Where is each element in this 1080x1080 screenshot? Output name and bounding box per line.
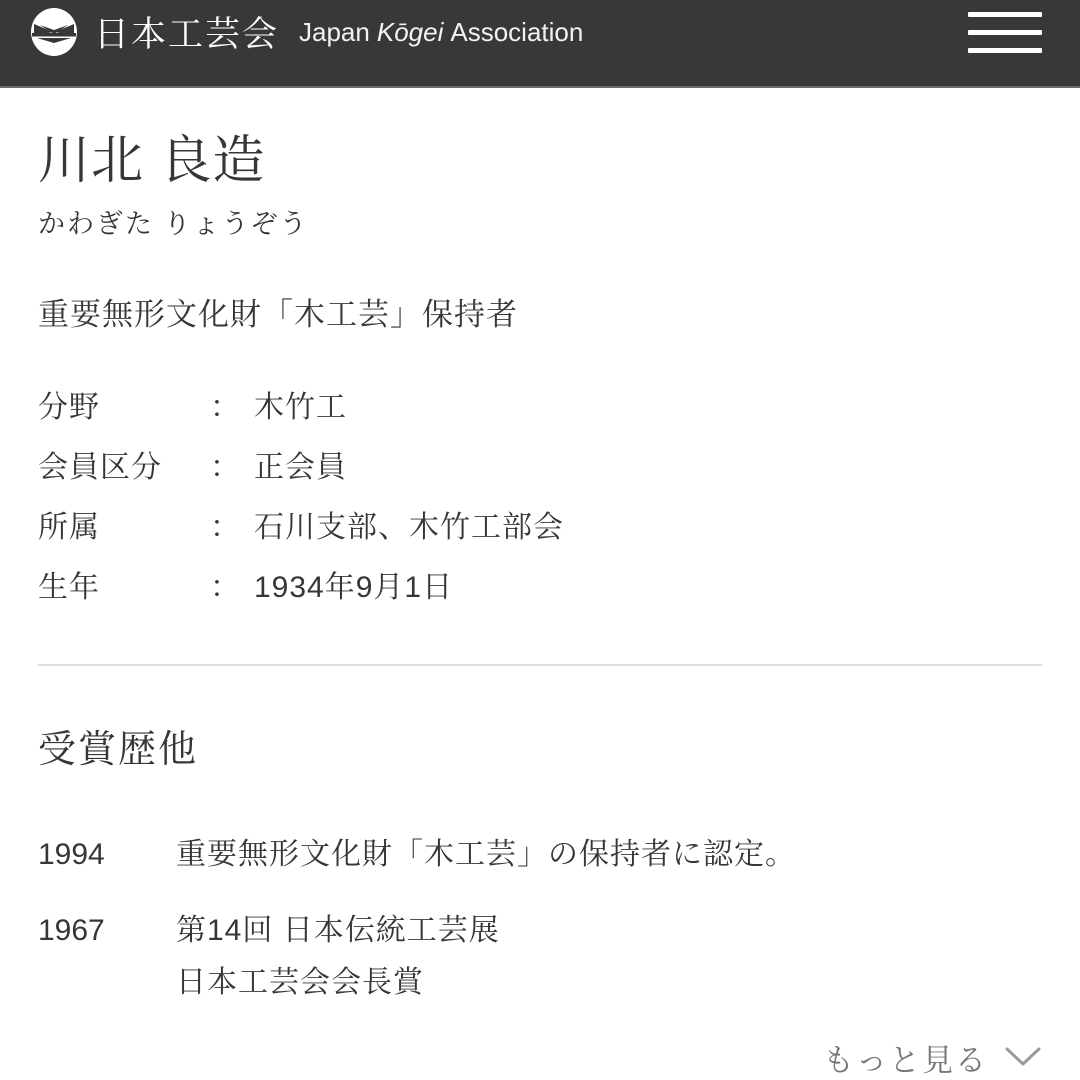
- field-label: 会員区分: [38, 450, 162, 484]
- chevron-down-icon: [1004, 1045, 1042, 1069]
- show-more-label: もっと見る: [823, 1042, 988, 1078]
- award-item: [38, 829, 1042, 881]
- award-line: 重要無形文化財「木工芸」の保持者に認定。: [176, 837, 796, 871]
- field-separator: ：: [210, 450, 240, 484]
- person-name: 川北 良造: [38, 132, 266, 190]
- field-value: 木竹工: [254, 390, 347, 424]
- field-row-affiliation: [38, 494, 1042, 554]
- field-label: 所属: [38, 510, 100, 544]
- field-label: 生年: [38, 570, 100, 604]
- person-name-kana: かわぎた りょうぞう: [38, 208, 309, 239]
- field-value: 石川支部、木竹工部会: [254, 510, 564, 544]
- field-row-membership: [38, 434, 1042, 494]
- award-line: 日本工芸会会長賞: [176, 965, 424, 999]
- field-row-category: [38, 374, 1042, 434]
- award-description: [176, 905, 500, 1009]
- field-value: 正会員: [254, 450, 347, 484]
- field-value: 1934年9月1日: [254, 570, 454, 604]
- show-more-button[interactable]: [38, 1035, 1042, 1080]
- hamburger-bar: [968, 30, 1042, 35]
- award-line: 第14回 日本伝統工芸展: [176, 913, 500, 947]
- field-label: 分野: [38, 390, 100, 424]
- brand-en-word-kogei: Kōgei: [376, 16, 444, 47]
- brand-en-word-1: Japan: [299, 16, 370, 47]
- award-description: [176, 829, 796, 881]
- hamburger-bar: [968, 48, 1042, 53]
- award-year: 1967: [38, 913, 105, 947]
- section-divider: [38, 664, 1042, 666]
- award-item: [38, 905, 1042, 1009]
- person-designation: 重要無形文化財「木工芸」保持者: [38, 296, 518, 332]
- field-separator: ：: [210, 390, 240, 424]
- brand-title-jp: 日本工芸会: [94, 15, 280, 54]
- brand-en-word-2: Association: [450, 16, 584, 47]
- profile-fields: [38, 374, 1042, 614]
- hamburger-bar: [968, 12, 1042, 17]
- field-row-birth-year: [38, 554, 1042, 614]
- kogei-logo-icon: [30, 7, 78, 57]
- award-year: 1994: [38, 837, 105, 871]
- brand-title-en: [299, 17, 583, 48]
- profile-page: [0, 132, 1080, 1080]
- awards-list: [38, 829, 1042, 1009]
- hamburger-menu-button[interactable]: [968, 10, 1042, 55]
- field-separator: ：: [210, 510, 240, 544]
- brand-logo-link[interactable]: [30, 7, 583, 57]
- field-separator: ：: [210, 570, 240, 604]
- app-header: [0, 0, 1080, 88]
- awards-section-heading: 受賞歴他: [38, 728, 199, 771]
